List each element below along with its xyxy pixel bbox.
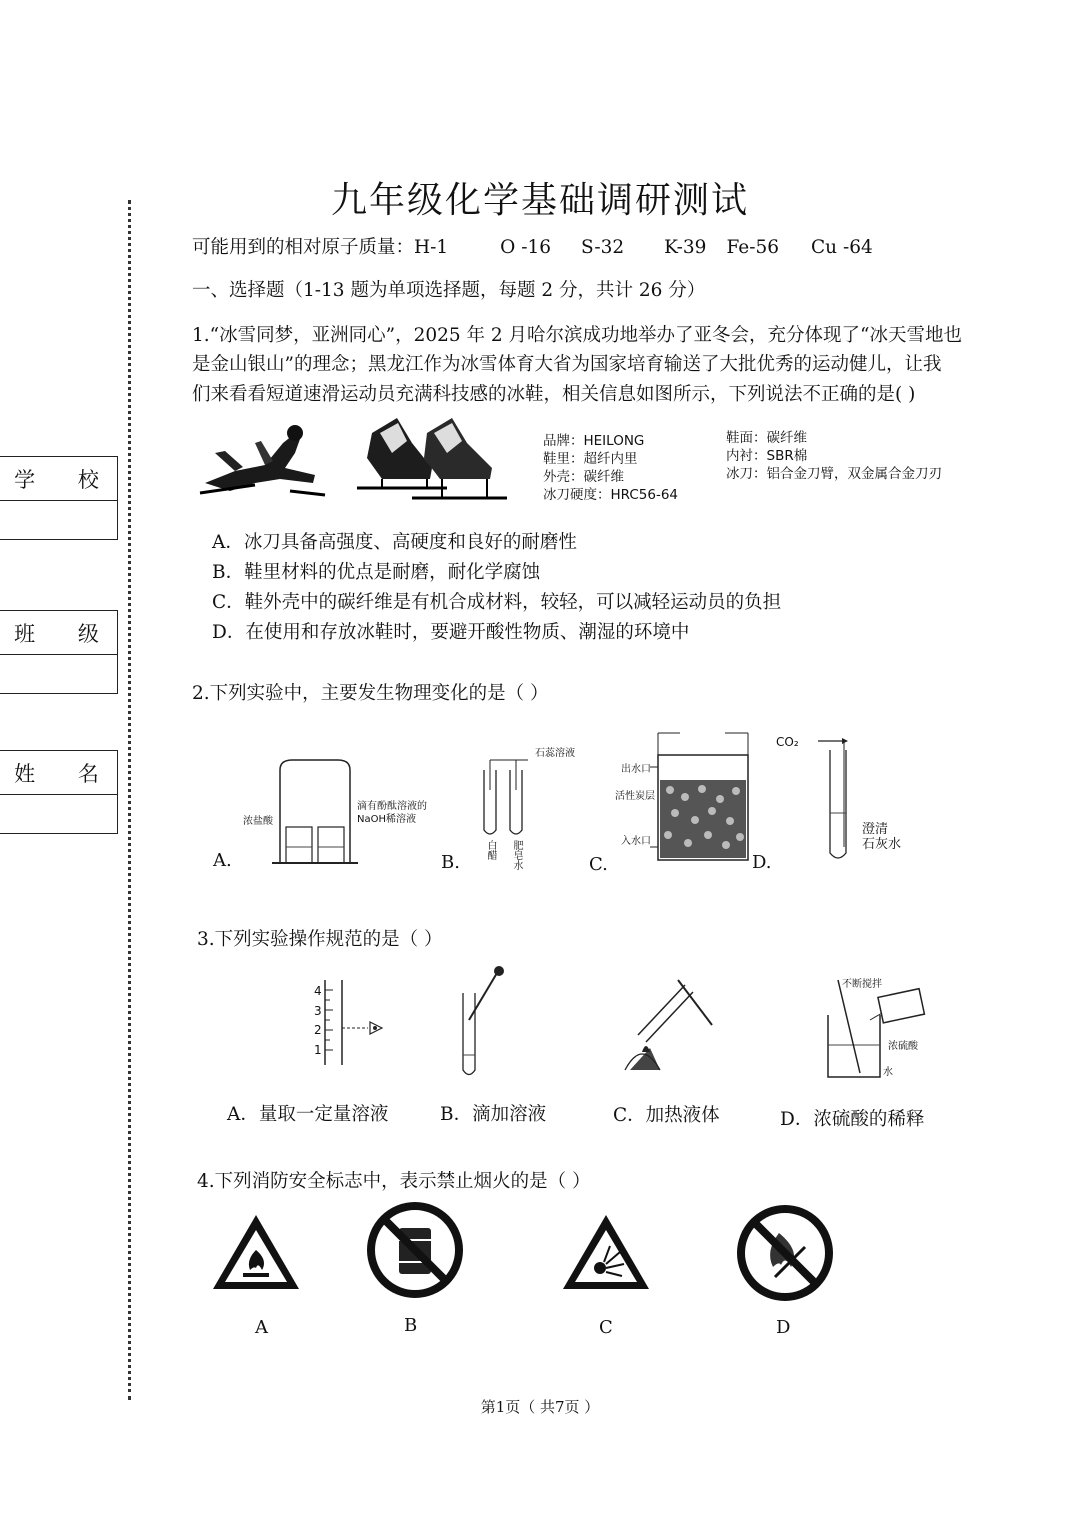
q2-letter-c[interactable]: C.: [589, 854, 608, 875]
q1-stem-line1: 1.“冰雪同梦，亚洲同心”，2025 年 2 月哈尔滨成功地举办了亚冬会，充分体现了“冰天雪地也: [192, 325, 963, 346]
class-box: [0, 610, 118, 694]
q3-option-a[interactable]: A．量取一定量溶液: [227, 1104, 389, 1125]
q3-c-heating-diagram: [620, 970, 720, 1080]
q3-option-b[interactable]: B．滴加溶液: [440, 1104, 547, 1125]
q3-a-tick-2: 2: [314, 1023, 322, 1037]
no-fire-sign-icon: [735, 1203, 835, 1303]
q2-b-tube2-label: 肥皂水: [511, 840, 522, 870]
q2-letter-d[interactable]: D.: [752, 852, 772, 873]
q2-d-liquid-label-1: 澄清: [862, 822, 889, 837]
q3-d-stir-label: 不断搅拌: [842, 979, 882, 990]
q1-option-b[interactable]: B．鞋里材料的优点是耐磨，耐化学腐蚀: [212, 562, 541, 583]
q1-option-d[interactable]: D．在使用和存放冰鞋时，要避开酸性物质、潮湿的环境中: [212, 622, 690, 643]
q2-c-filter-diagram: [650, 725, 755, 865]
page-footer: 第1页（ 共7页 ）: [480, 1398, 600, 1416]
q2-c-in-label: 入水口: [621, 836, 651, 847]
mass-cu: Cu -64: [811, 237, 873, 258]
q2-c-carbon-label: 活性炭层: [615, 791, 655, 802]
q4-option-c[interactable]: C: [599, 1317, 613, 1338]
q1-specs-left: [543, 432, 678, 504]
q2-d-limewater-diagram: [800, 735, 860, 865]
mass-k: K-39: [664, 237, 707, 258]
spec-hardness: 冰刀硬度：HRC56-64: [543, 487, 679, 503]
q3-b-dropper-diagram: [455, 965, 515, 1080]
atomic-mass-label: 可能用到的相对原子质量：: [192, 237, 415, 258]
q2-a-right-label-2: NaOH稀溶液: [357, 814, 416, 825]
mass-s: S-32: [581, 237, 625, 258]
binding-line: [128, 200, 131, 1400]
name-field[interactable]: [0, 795, 117, 833]
spec-shell: 外壳：碳纤维: [543, 469, 624, 485]
school-field[interactable]: [0, 501, 117, 539]
q3-stem: 3.下列实验操作规范的是（ ）: [197, 929, 443, 950]
no-storage-sign-icon: [365, 1200, 465, 1300]
skates-image: [352, 413, 512, 508]
q3-option-c[interactable]: C．加热液体: [613, 1105, 720, 1126]
mass-o: O -16: [500, 237, 552, 258]
page-title: 九年级化学基础调研测试: [330, 180, 749, 221]
q3-a-ticks: [314, 982, 322, 1060]
q2-letter-a[interactable]: A.: [213, 850, 232, 871]
q2-d-gas-label: CO₂: [776, 735, 799, 749]
q1-option-c[interactable]: C．鞋外壳中的碳纤维是有机合成材料，较轻，可以减轻运动员的负担: [212, 592, 782, 613]
q4-stem: 4.下列消防安全标志中，表示禁止烟火的是（ ）: [197, 1171, 591, 1192]
mass-fe: Fe-56: [726, 237, 780, 258]
q2-a-belljar-diagram: [270, 755, 360, 870]
spec-inner: 内衬：SBR棉: [726, 448, 808, 464]
spec-upper: 鞋面：碳纤维: [726, 430, 807, 446]
q2-stem: 2.下列实验中，主要发生物理变化的是（ ）: [192, 683, 549, 704]
q1-option-a[interactable]: A．冰刀具备高强度、高硬度和良好的耐磨性: [212, 532, 577, 553]
q3-a-tick-3: 3: [314, 1003, 322, 1018]
name-label: 姓 名: [0, 751, 117, 795]
explosive-warning-icon: [560, 1212, 652, 1292]
q3-a-tick-4: 4: [314, 984, 322, 998]
spec-blade: 冰刀：铝合金刀臂，双金属合金刀刃: [726, 466, 942, 482]
q4-option-b[interactable]: B: [404, 1315, 418, 1336]
q1-stem-line2: 是金山银山”的理念；黑龙江作为冰雪体育大省为国家培育输送了大批优秀的运动健儿，让我: [192, 354, 942, 375]
q4-option-d[interactable]: D: [776, 1317, 791, 1338]
q3-d-acid-label: 浓硫酸: [888, 1041, 918, 1052]
spec-lining: 鞋里：超纤内里: [543, 451, 638, 467]
q2-d-liquid-label-2: 石灰水: [862, 837, 902, 852]
speed-skater-image: [195, 413, 330, 503]
q2-d-liquid-label: [862, 822, 901, 852]
atomic-mass-line: [192, 233, 873, 259]
school-label: 学 校: [0, 457, 117, 501]
q3-d-water-label: 水: [883, 1067, 893, 1078]
class-field[interactable]: [0, 655, 117, 693]
section-heading: 一、选择题（1-13 题为单项选择题，每题 2 分，共计 26 分）: [192, 280, 706, 301]
mass-h: H-1: [414, 237, 449, 258]
q2-b-top-label: 石蕊溶液: [535, 748, 575, 759]
q1-stem-line3: 们来看看短道速滑运动员充满科技感的冰鞋，相关信息如图所示，下列说法不正确的是( ): [192, 384, 916, 405]
q2-a-left-label: 浓盐酸: [243, 816, 273, 827]
q2-c-out-label: 出水口: [621, 764, 651, 775]
spec-brand: 品牌：HEILONG: [543, 433, 645, 449]
school-box: [0, 456, 118, 540]
q4-option-a[interactable]: A: [255, 1317, 268, 1338]
flammable-warning-icon: [210, 1212, 302, 1292]
class-label: 班 级: [0, 611, 117, 655]
q3-option-d[interactable]: D．浓硫酸的稀释: [780, 1109, 925, 1130]
name-box: [0, 750, 118, 834]
q2-b-tube1-label: 白醋: [485, 840, 496, 860]
q3-a-tick-1: 1: [314, 1042, 322, 1057]
q2-letter-b[interactable]: B.: [441, 852, 460, 873]
q2-a-right-label: [357, 800, 427, 826]
q1-specs-right: [726, 429, 942, 483]
q2-b-testtubes-diagram: [478, 760, 538, 840]
q2-a-right-label-1: 滴有酚酞溶液的: [357, 801, 427, 812]
